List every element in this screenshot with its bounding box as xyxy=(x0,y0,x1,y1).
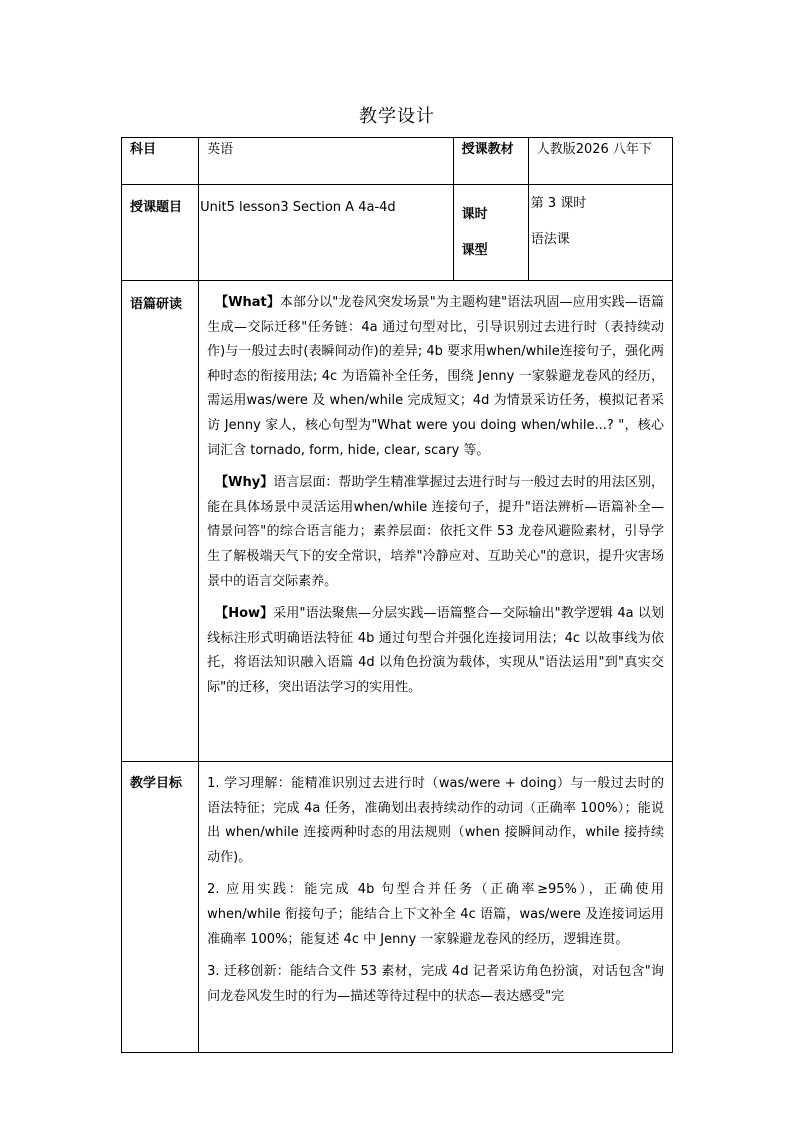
why-text: 语言层面：帮助学生精准掌握过去进行时与一般过去时的用法区别，能在具体场景中灵活运用when/while 连接句子，提升"语法辨析—语篇补全—情景问答"的综合语言能力；素养层面：依托文件 53 龙卷风避险素材，引导学生了解极端天气下的安全常识，培养"冷静应对、互助关心"的意识，提升灾害场景中的语言交际素养。 xyxy=(207,475,664,589)
goals-content xyxy=(199,762,673,1053)
how-text: 采用"语法聚焦—分层实践—语篇整合—交际输出"教学逻辑 4a 以划线标注形式明确语法特征 4b 通过句型合并强化连接词用法；4c 以故事线为依托，将语法知识融入语篇 4d 以角色扮演为载体，实现从"语法运用"到"真实交际"的迁移，突出语法学习的实用性。 xyxy=(207,606,664,695)
period-value: 第 3 课时 xyxy=(530,196,587,211)
textbook-label: 授课教材 xyxy=(453,138,528,185)
goal-item: 1. 学习理解：能精准识别过去进行时（was/were + doing）与一般过去时的语法特征；完成 4a 任务，准确划出表持续动作的动词（正确率 100%）；能说出 when/while 连接两种时态的用法规则（when 接瞬间动作，while 接持续动作)。 xyxy=(207,776,664,865)
why-paragraph xyxy=(207,471,664,594)
goal-item: 3. 迁移创新：能结合文件 53 素材，完成 4d 记者采访角色扮演，对话包含"询问龙卷风发生时的行为—描述等待过程中的状态—表达感受"完 xyxy=(207,964,664,1004)
textbook-value: 人教版2026 八年下 xyxy=(528,138,672,185)
what-text: 本部分以"龙卷风突发场景"为主题构建"语法巩固—应用实践—语篇生成—交际迁移"任务链：4a 通过句型对比，引导识别过去进行时（表持续动作)与一般过去时(表瞬间动作)的差异; 4b 要求用when/while连接句子，强化两种时态的衔接用法; 4c 为语篇补全任务，围绕 Jenny 一家躲避龙卷风的经历，需运用was/were 及 when/while 完成短文；4d 为情景采访任务，模拟记者采访 Jenny 家人，核心句型为"What were you doing when/while...? "，核心词汇含 tornado, form, hide, clear, scary 等。 xyxy=(207,295,664,458)
goals-label: 教学目标 xyxy=(122,762,199,1053)
table-row-goals xyxy=(122,762,673,1053)
how-tag: 【How】 xyxy=(215,606,274,622)
topic-value: Unit5 lesson3 Section A 4a-4d xyxy=(199,185,453,281)
lesson-design-table xyxy=(121,137,673,1053)
table-row-analysis xyxy=(122,281,673,762)
period-type-values xyxy=(528,185,672,281)
type-value: 语法课 xyxy=(530,232,570,247)
what-tag: 【What】 xyxy=(215,295,280,310)
goal-item: 2. 应用实践：能完成 4b 句型合并任务（正确率≥95%），正确使用 when/while 衔接句子；能结合上下文补全 4c 语篇，was/were 及连接词运用准确率 100%；能复述 4c 中 Jenny 一家躲避龙卷风的经历，逻辑连贯。 xyxy=(207,882,664,947)
table-row-subject xyxy=(122,138,673,185)
subject-label: 科目 xyxy=(122,138,199,185)
topic-label: 授课题目 xyxy=(122,185,199,281)
period-type-labels xyxy=(453,185,528,281)
how-paragraph xyxy=(207,602,664,700)
table-row-topic xyxy=(122,185,673,281)
type-label: 课型 xyxy=(461,243,488,258)
analysis-label: 语篇研读 xyxy=(122,281,199,762)
page-title: 教学设计 xyxy=(359,106,435,127)
why-tag: 【Why】 xyxy=(215,475,274,491)
subject-value: 英语 xyxy=(199,138,453,185)
analysis-content xyxy=(199,281,673,762)
what-paragraph xyxy=(207,291,664,463)
period-label: 课时 xyxy=(461,207,488,222)
